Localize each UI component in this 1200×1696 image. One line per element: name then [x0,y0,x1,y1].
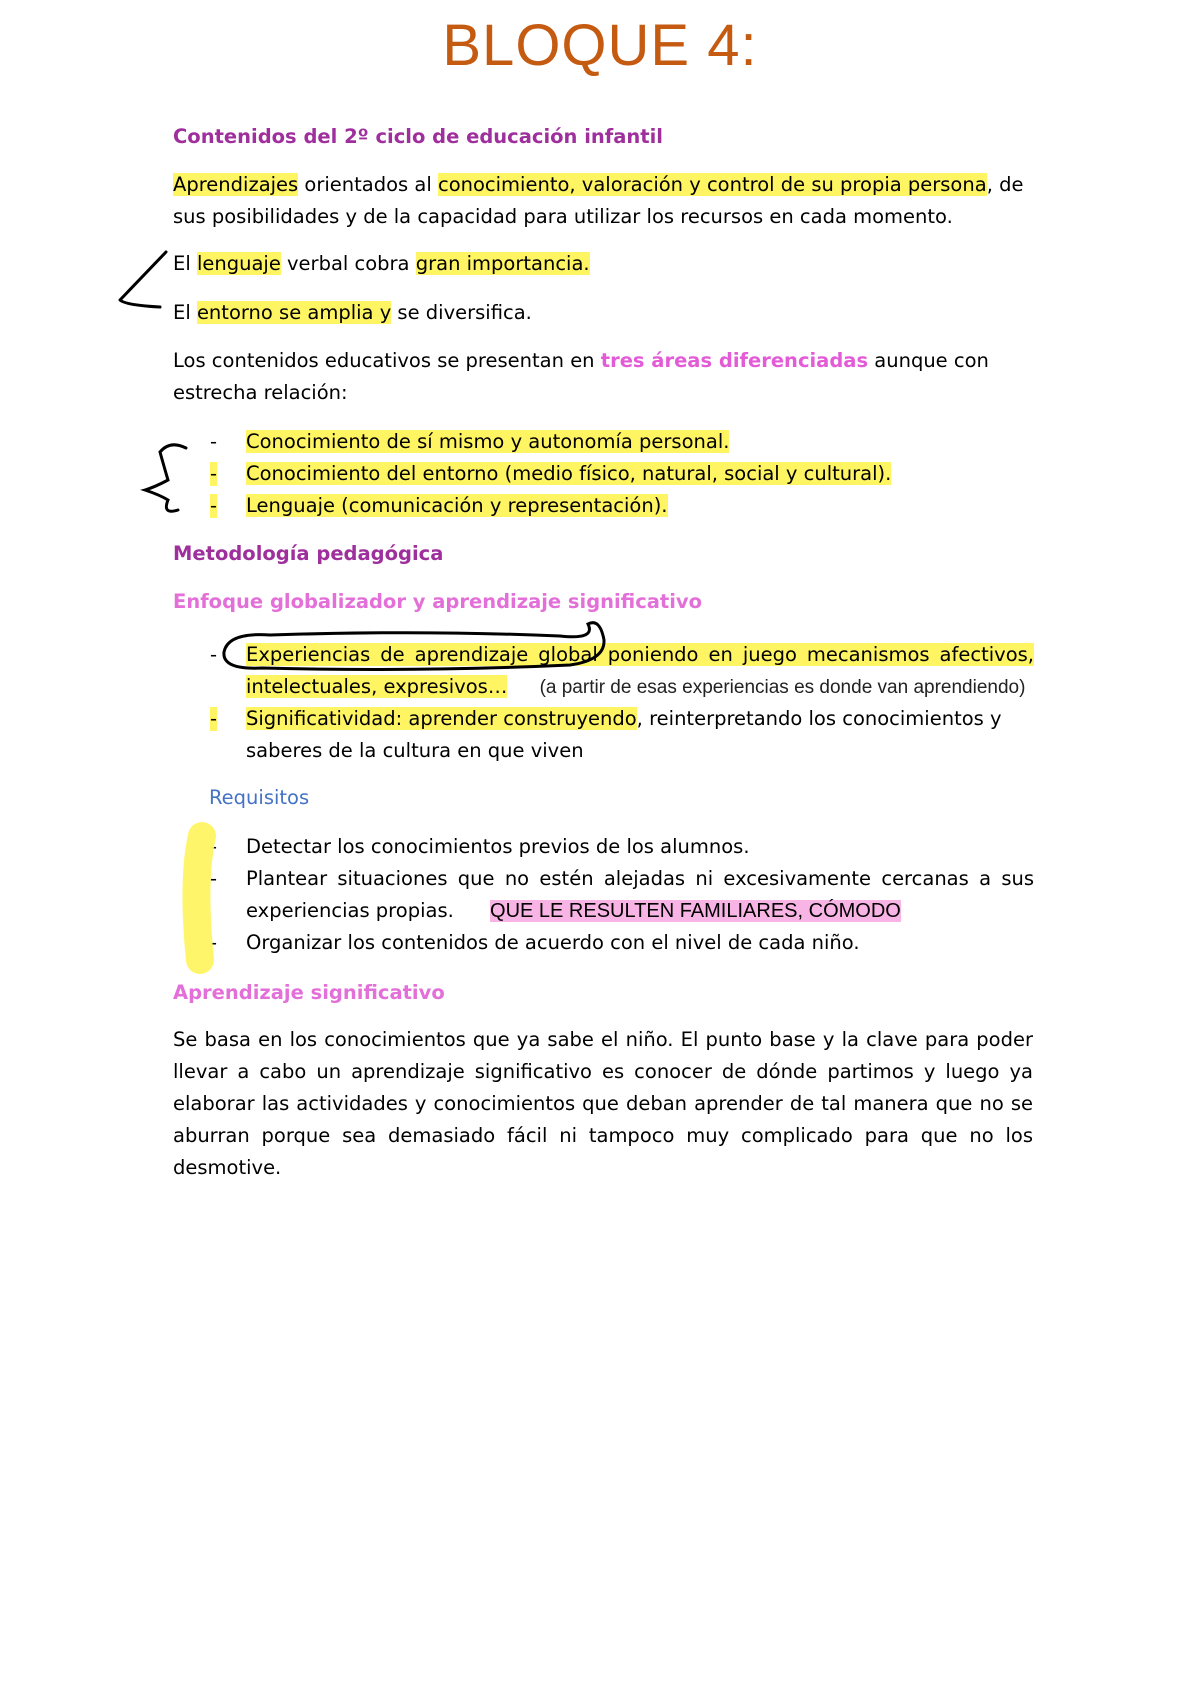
text: , de [986,173,1024,196]
highlight: Aprendizajes [173,173,299,196]
text: experiencias propias. [246,899,454,922]
highlight: lenguaje [196,252,281,275]
list-item: Organizar los contenidos de acuerdo con el nivel de cada niño. [246,931,860,954]
list-item: Detectar los conocimientos previos de los alumnos. [246,835,750,858]
text: El [173,252,197,275]
highlighter-stroke [196,836,202,960]
list-dash: - [210,643,218,666]
highlight: Significatividad: aprender construyendo [246,707,637,730]
page-title: BLOQUE 4: [442,13,758,78]
subheading-enfoque: Enfoque globalizador y aprendizaje significativo [173,590,703,613]
highlight: Conocimiento del entorno (medio físico, natural, social y cultural). [246,462,892,485]
paragraph-line: Se basa en los conocimientos que ya sabe el niño. El punto base y la clave para poder [173,1028,1033,1051]
paragraph-line: llevar a cabo un aprendizaje significativo es conocer de dónde partimos y luego ya [173,1060,1033,1083]
list-dash: - [210,931,218,954]
list-item: Plantear situaciones que no estén alejadas ni excesivamente cercanas a sus [246,867,1034,890]
text: verbal cobra [280,252,416,275]
list-dash: - [210,462,218,485]
text: se diversifica. [391,301,532,324]
section-heading-contenidos: Contenidos del 2º ciclo de educación infantil [173,125,663,148]
highlight: entorno se amplia y [196,301,392,324]
subheading-requisitos: Requisitos [209,786,310,809]
list-dash: - [210,494,218,517]
list-dash: - [210,835,218,858]
section-heading-aprendizaje: Aprendizaje significativo [173,981,445,1004]
list-item-continuation: saberes de la cultura en que viven [246,739,584,762]
highlight: Experiencias de aprendizaje global poniendo en juego mecanismos afectivos, [246,643,1034,666]
text: orientados al [298,173,438,196]
circle-mark [224,623,604,670]
paragraph-line: desmotive. [173,1156,282,1179]
text: aunque con [868,349,989,372]
highlight: conocimiento, valoración y control de su propia persona [437,173,987,196]
handwritten-note: QUE LE RESULTEN FAMILIARES, CÓMODO [490,900,901,922]
text: El [173,301,197,324]
text: Los contenidos educativos se presentan en [173,349,601,372]
emphasis-text: tres áreas diferenciadas [600,349,869,372]
paragraph-aprendizajes-line2: sus posibilidades y de la capacidad para utilizar los recursos en cada momento. [173,205,953,228]
list-dash: - [210,430,218,453]
paragraph-line: elaborar las actividades y conocimientos que deban aprender de tal manera que no se [173,1092,1033,1115]
text: , reinterpretando los conocimientos y [636,707,1002,730]
list-dash: - [210,707,218,730]
paragraph-areas-intro-line2: estrecha relación: [173,381,348,404]
highlight: intelectuales, expresivos… [246,675,508,698]
list-dash: - [210,867,218,890]
handwritten-note: (a partir de esas experiencias es donde van aprendiendo) [539,677,1026,698]
bracket-mark [120,252,166,307]
paragraph-line: aburran porque sea demasiado fácil ni tampoco muy complicado para que no los [173,1124,1033,1147]
section-heading-metodologia: Metodología pedagógica [173,542,444,565]
highlight: Lenguaje (comunicación y representación). [246,494,668,517]
brace-mark [145,445,186,511]
highlight: Conocimiento de sí mismo y autonomía personal. [246,430,730,453]
highlight: gran importancia. [415,252,590,275]
